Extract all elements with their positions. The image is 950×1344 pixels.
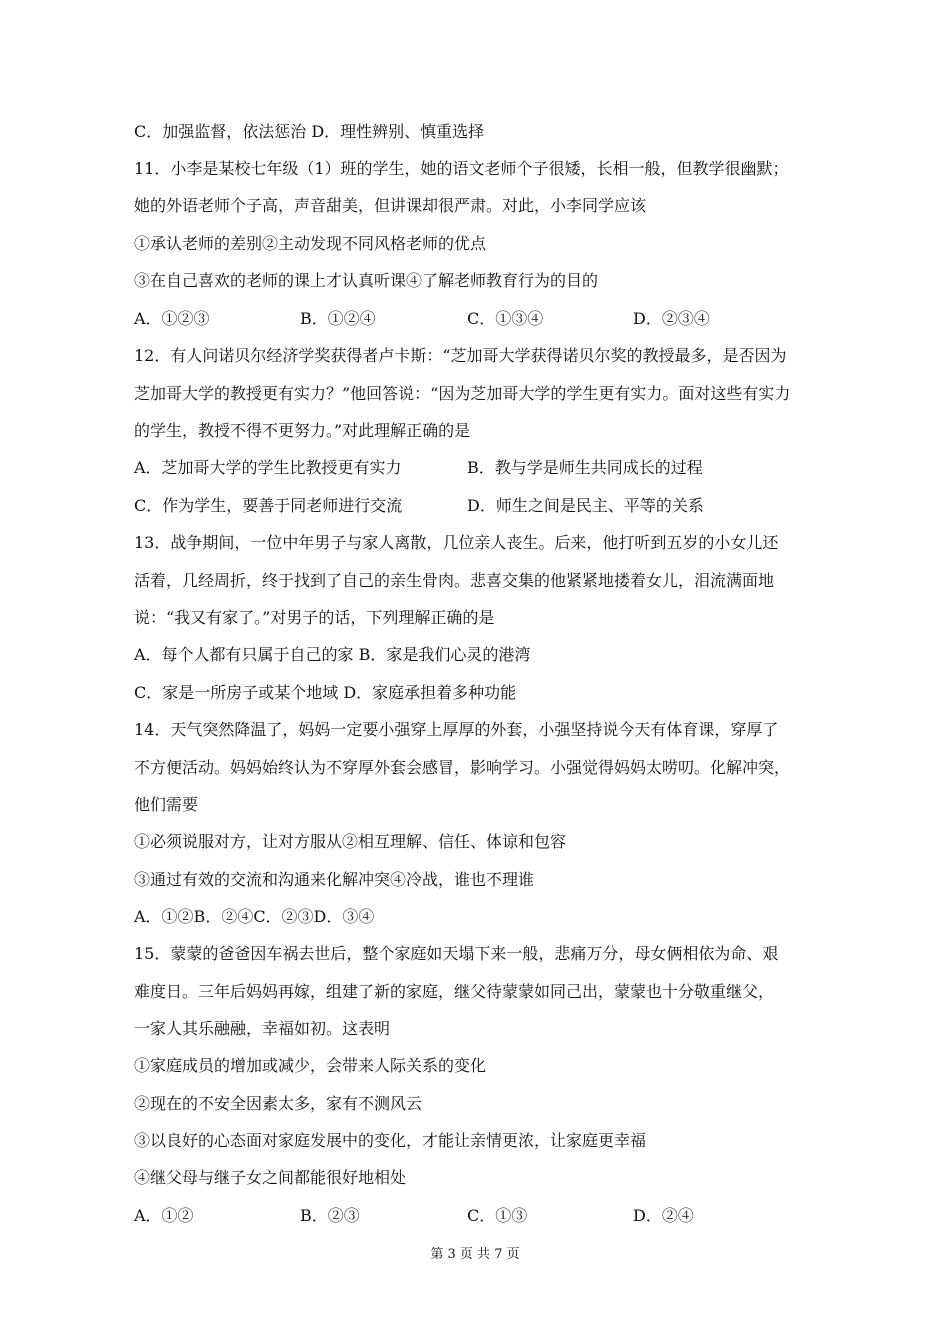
q13-options-ab: A．每个人都有只属于自己的家 B．家是我们心灵的港湾 <box>134 645 531 664</box>
q15-statement-1: ①家庭成员的增加或减少，会带来人际关系的变化 <box>134 1056 487 1075</box>
q11-statement-3-4: ③在自己喜欢的老师的课上才认真听课④了解老师教育行为的目的 <box>134 271 599 290</box>
q15-statement-3: ③以良好的心态面对家庭发展中的变化，才能让亲情更浓，让家庭更幸福 <box>134 1131 647 1150</box>
q13-stem-line3: 说：“我又有家了。”对男子的话，下列理解正确的是 <box>134 608 495 627</box>
q14-statement-3-4: ③通过有效的交流和沟通来化解冲突④冷战，谁也不理谁 <box>134 870 535 889</box>
q14-stem-line1: 14．天气突然降温了，妈妈一定要小强穿上厚厚的外套，小强坚持说今天有体育课，穿厚了 <box>134 720 779 739</box>
q11-option-d: D．②③④ <box>633 309 710 328</box>
q11-statement-1-2: ①承认老师的差别②主动发现不同风格老师的优点 <box>134 234 487 253</box>
q12-option-b: B．教与学是师生共同成长的过程 <box>467 458 703 477</box>
q14-stem-line2: 不方便活动。妈妈始终认为不穿厚外套会感冒，影响学习。小强觉得妈妈太唠叨。化解冲突， <box>134 758 791 777</box>
q12-stem-line2: 芝加哥大学的教授更有实力？”他回答说：“因为芝加哥大学的学生更有实力。面对这些有实力 <box>134 384 791 403</box>
q15-option-c: C．①③ <box>467 1206 528 1225</box>
q11-option-a: A．①②③ <box>134 309 210 328</box>
q15-stem-line1: 15．蒙蒙的爸爸因车祸去世后，整个家庭如天塌下来一般，悲痛万分，母女俩相依为命、艰 <box>134 944 779 963</box>
q13-stem-line1: 13．战争期间，一位中年男子与家人离散，几位亲人丧生。后来，他打听到五岁的小女儿还 <box>134 533 779 552</box>
q13-options-cd: C．家是一所房子或某个地域 D．家庭承担着多种功能 <box>134 683 517 702</box>
q15-stem-line3: 一家人其乐融融，幸福如初。这表明 <box>134 1019 391 1038</box>
q15-option-a: A．①② <box>134 1206 194 1225</box>
q12-option-a: A．芝加哥大学的学生比教授更有实力 <box>134 458 402 477</box>
q13-stem-line2: 活着，几经周折，终于找到了自己的亲生骨肉。悲喜交集的他紧紧地搂着女儿，泪流满面地 <box>134 571 775 590</box>
q15-statement-2: ②现在的不安全因素太多，家有不测风云 <box>134 1094 423 1113</box>
q15-option-d: D．②④ <box>633 1206 694 1225</box>
q15-stem-line2: 难度日。三年后妈妈再嫁，组建了新的家庭，继父待蒙蒙如同己出，蒙蒙也十分敬重继父， <box>134 982 775 1001</box>
q12-stem-line3: 的学生，教授不得不更努力。”对此理解正确的是 <box>134 421 471 440</box>
q14-options: A．①②B．②④C．②③D．③④ <box>134 907 375 926</box>
q15-statement-4: ④继父母与继子女之间都能很好地相处 <box>134 1168 407 1187</box>
q11-option-b: B．①②④ <box>300 309 376 328</box>
q11-stem-line1: 11．小李是某校七年级（1）班的学生，她的语文老师个子很矮，长相一般，但教学很幽默； <box>134 159 789 178</box>
q12-option-c: C．作为学生，要善于同老师进行交流 <box>134 496 403 515</box>
q14-stem-line3: 他们需要 <box>134 795 199 814</box>
q15-option-b: B．②③ <box>300 1206 360 1225</box>
q11-stem-line2: 她的外语老师个子高，声音甜美，但讲课却很严肃。对此，小李同学应该 <box>134 196 647 215</box>
q14-statement-1-2: ①必须说服对方，让对方服从②相互理解、信任、体谅和包容 <box>134 832 567 851</box>
page-number-footer: 第 3 页 共 7 页 <box>430 1247 520 1262</box>
q12-option-d: D．师生之间是民主、平等的关系 <box>467 496 704 515</box>
q10-options-line: C．加强监督，依法惩治 D．理性辨别、慎重选择 <box>134 122 485 141</box>
q11-option-c: C．①③④ <box>467 309 544 328</box>
q12-stem-line1: 12．有人问诺贝尔经济学奖获得者卢卡斯：“芝加哥大学获得诺贝尔奖的教授最多，是否因为 <box>134 346 787 365</box>
